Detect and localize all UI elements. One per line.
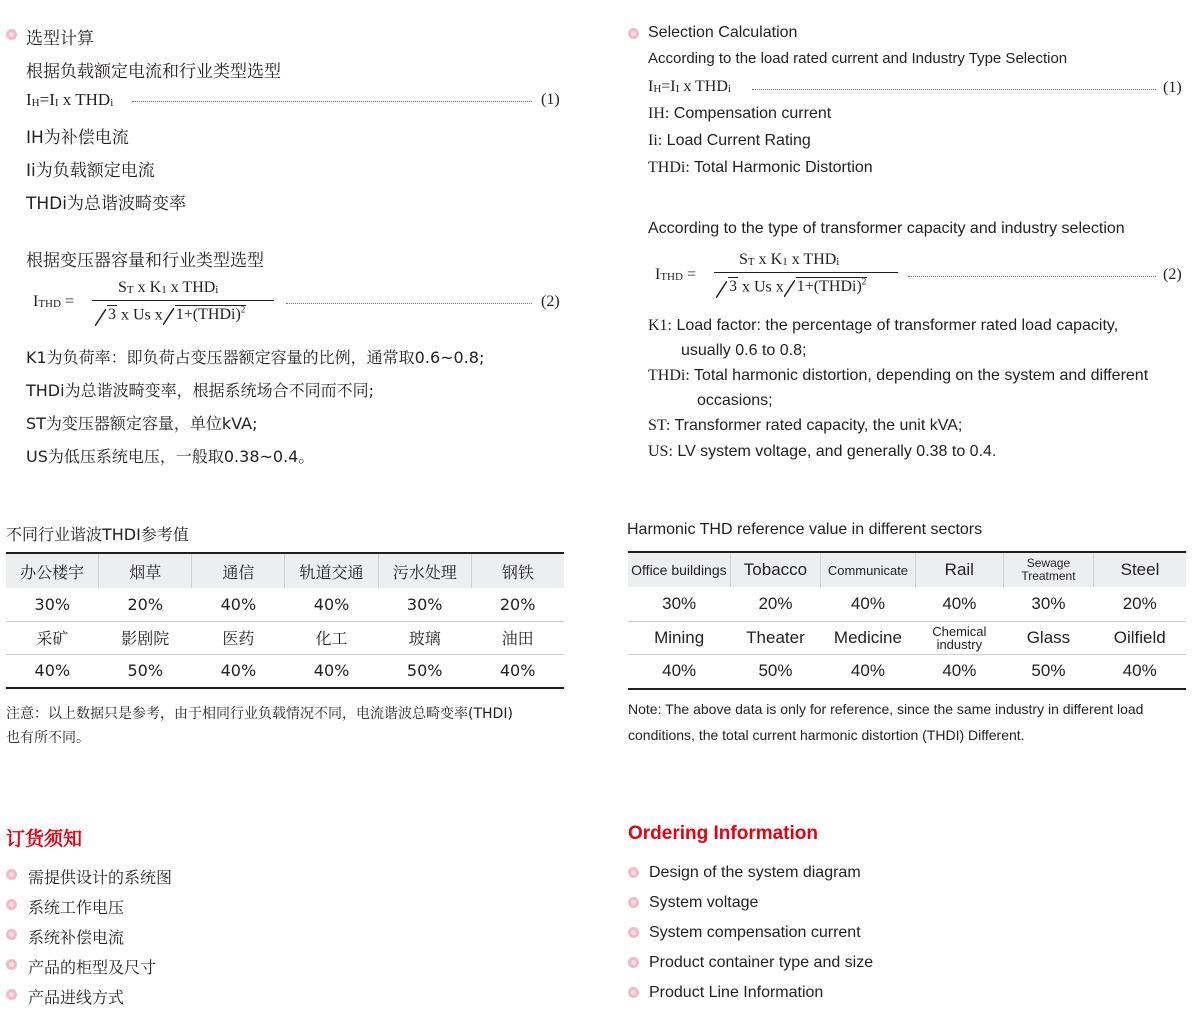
table-cell: 烟草 (99, 553, 192, 588)
order-item-en: Product Line Information (649, 984, 824, 1001)
bullet-icon (6, 929, 17, 940)
formula-2-leader-en (908, 276, 1156, 277)
table-cell: 30% (378, 588, 471, 621)
table-row (628, 587, 1186, 621)
subtitle-load-en: According to the load rated current and Industry Type Selection (648, 50, 1068, 67)
order-item-en: System voltage (649, 894, 759, 911)
table-cell: 20% (99, 588, 192, 621)
formula-2-numerator-cn: ST x K1 x THDi (118, 279, 219, 296)
ordering-title-cn: 订货须知 (6, 828, 83, 850)
order-item-en: System compensation current (649, 924, 861, 941)
bullet-icon (628, 957, 639, 968)
table-cell: 30% (1003, 587, 1093, 621)
bullet-icon (6, 899, 17, 910)
bullet-icon (6, 29, 17, 40)
table-note-en-line2: conditions, the total current harmonic distortion (THDI) Different. (628, 727, 1025, 743)
table-cell: Sewage Treatment (1003, 552, 1093, 587)
def-ih-cn: IH为补偿电流 (26, 128, 129, 148)
table-cell: 40% (285, 654, 378, 688)
table-cell: 40% (192, 588, 285, 621)
table-cell: 40% (192, 654, 285, 688)
table-cell: 油田 (471, 621, 564, 654)
order-item-cn: 系统工作电压 (28, 898, 125, 917)
table-cell: 玻璃 (378, 621, 471, 654)
table-cell: Communicate (821, 552, 916, 587)
table-cell: Steel (1093, 552, 1186, 587)
table-cell: 20% (1093, 587, 1186, 621)
def-ii-en: Ii: Load Current Rating (648, 132, 811, 149)
table-cell: 污水处理 (378, 553, 471, 588)
def-thdi-en: THDi: Total Harmonic Distortion (648, 159, 873, 176)
formula-2-fraction-bar-en (714, 272, 898, 273)
bullet-icon (628, 28, 639, 39)
subtitle-transformer-cn: 根据变压器容量和行业类型选型 (26, 251, 264, 271)
table-cell: 轨道交通 (285, 553, 378, 588)
table-row (6, 621, 564, 654)
formula-2-number-en: (2) (1163, 266, 1182, 283)
table-cell: 30% (628, 587, 730, 621)
table-note-cn-line1: 注意：以上数据只是参考，由于相同行业负载情况不同，电流谐波总畸变率(THDI) (6, 706, 513, 722)
formula-2-lhs-cn: ITHD = (33, 293, 74, 310)
formula-2-denominator-en: 3 x Us x 1+(THDi)$^2$ (716, 277, 867, 296)
table-cell: 40% (471, 654, 564, 688)
table-cell: 30% (6, 588, 99, 621)
table-cell: 医药 (192, 621, 285, 654)
order-item-cn: 需提供设计的系统图 (28, 868, 173, 887)
formula-2-denominator-cn: 3 x Us x 1+(THDi)$^2$ (95, 305, 246, 324)
table-cell: 40% (6, 654, 99, 688)
formula-2-fraction-bar-cn (92, 300, 274, 301)
formula-1-number-en: (1) (1163, 79, 1182, 96)
table-cell: Mining (628, 621, 730, 654)
table-row (628, 621, 1186, 654)
formula-1-number: (1) (541, 91, 560, 108)
table-cell: 50% (378, 654, 471, 688)
thd-reference-table-cn (6, 552, 564, 689)
table-cell: 40% (915, 654, 1003, 689)
table-cell: 40% (915, 587, 1003, 621)
def-ii-cn: Ii为负载额定电流 (26, 161, 155, 181)
table-row (628, 654, 1186, 689)
formula-2-number: (2) (541, 293, 560, 310)
table-cell: Chemical industry (915, 621, 1003, 654)
ordering-title-en: Ordering Information (628, 823, 818, 844)
formula-2-lhs-en: ITHD = (655, 266, 696, 283)
order-item-en: Design of the system diagram (649, 864, 861, 881)
table-cell: 影剧院 (99, 621, 192, 654)
table-cell: 20% (471, 588, 564, 621)
note-us-cn: US为低压系统电压，一般取0.38~0.4。 (26, 447, 315, 466)
note-thdi-cn: THDi为总谐波畸变率，根据系统场合不同而不同; (26, 381, 374, 400)
formula-2-leader (286, 303, 532, 304)
formula-2-numerator-en: ST x K1 x THDi (739, 251, 840, 268)
table-title-cn: 不同行业谐波THDI参考值 (6, 525, 189, 544)
order-item-en: Product container type and size (649, 954, 874, 971)
note-thdi-en-cont: occasions; (697, 392, 773, 409)
table-cell: 采矿 (6, 621, 99, 654)
table-row (6, 654, 564, 688)
table-cell: 钢铁 (471, 553, 564, 588)
bullet-icon (6, 989, 17, 1000)
table-row (6, 588, 564, 621)
table-cell: Tobacco (730, 552, 820, 587)
note-k1-cn: K1为负荷率：即负荷占变压器额定容量的比例，通常取0.6~0.8; (26, 348, 485, 367)
note-us-en: US: LV system voltage, and generally 0.38 to 0.4. (648, 443, 997, 460)
table-cell: 50% (730, 654, 820, 689)
table-cell: Glass (1003, 621, 1093, 654)
formula-1-cn: IH=II x THDi (26, 90, 114, 109)
table-cell: Rail (915, 552, 1003, 587)
order-item-cn: 产品的柜型及尺寸 (28, 958, 157, 977)
bullet-icon (628, 927, 639, 938)
subtitle-load-cn: 根据负载额定电流和行业类型选型 (26, 62, 281, 82)
order-item-cn: 产品进线方式 (28, 988, 125, 1007)
table-title-en: Harmonic THD reference value in different sectors (627, 521, 983, 538)
note-thdi-en: THDi: Total harmonic distortion, depending on the system and different (648, 367, 1149, 384)
bullet-icon (6, 959, 17, 970)
table-cell: 化工 (285, 621, 378, 654)
table-note-en-line1: Note: The above data is only for reference, since the same industry in different load (628, 701, 1144, 717)
table-cell: 50% (1003, 654, 1093, 689)
note-st-en: ST: Transformer rated capacity, the unit kVA; (648, 417, 963, 434)
table-cell: 40% (821, 654, 916, 689)
bullet-icon (6, 869, 17, 880)
note-k1-en-cont: usually 0.6 to 0.8; (681, 342, 807, 359)
table-row (6, 553, 564, 588)
order-item-cn: 系统补偿电流 (28, 928, 125, 947)
table-cell: 办公楼宇 (6, 553, 99, 588)
table-cell: Oilfield (1093, 621, 1186, 654)
bullet-icon (628, 867, 639, 878)
thd-reference-table-en (628, 551, 1186, 690)
formula-1-leader (132, 101, 532, 102)
table-cell: 40% (285, 588, 378, 621)
def-ih-en: IH: Compensation current (648, 105, 832, 122)
table-note-cn-line2: 也有所不同。 (6, 730, 90, 746)
table-cell: Office buildings (628, 552, 730, 587)
formula-1-en: IH=II x THDi (648, 78, 731, 95)
bullet-icon (628, 897, 639, 908)
subtitle-transformer-en: According to the type of transformer capacity and industry selection (648, 220, 1125, 237)
bullet-icon (628, 987, 639, 998)
section-title-cn: 选型计算 (26, 29, 94, 49)
section-title-en: Selection Calculation (648, 24, 798, 41)
note-st-cn: ST为变压器额定容量，单位kVA; (26, 414, 258, 433)
def-thdi-cn: THDi为总谐波畸变率 (26, 194, 186, 214)
note-k1-en: K1: Load factor: the percentage of transformer rated load capacity, (648, 317, 1119, 334)
table-cell: 40% (821, 587, 916, 621)
table-cell: 50% (99, 654, 192, 688)
table-cell: Theater (730, 621, 820, 654)
table-cell: 20% (730, 587, 820, 621)
table-cell: 通信 (192, 553, 285, 588)
table-row (628, 552, 1186, 587)
table-cell: 40% (1093, 654, 1186, 689)
table-cell: 40% (628, 654, 730, 689)
table-cell: Medicine (821, 621, 916, 654)
formula-1-leader-en (752, 89, 1156, 90)
